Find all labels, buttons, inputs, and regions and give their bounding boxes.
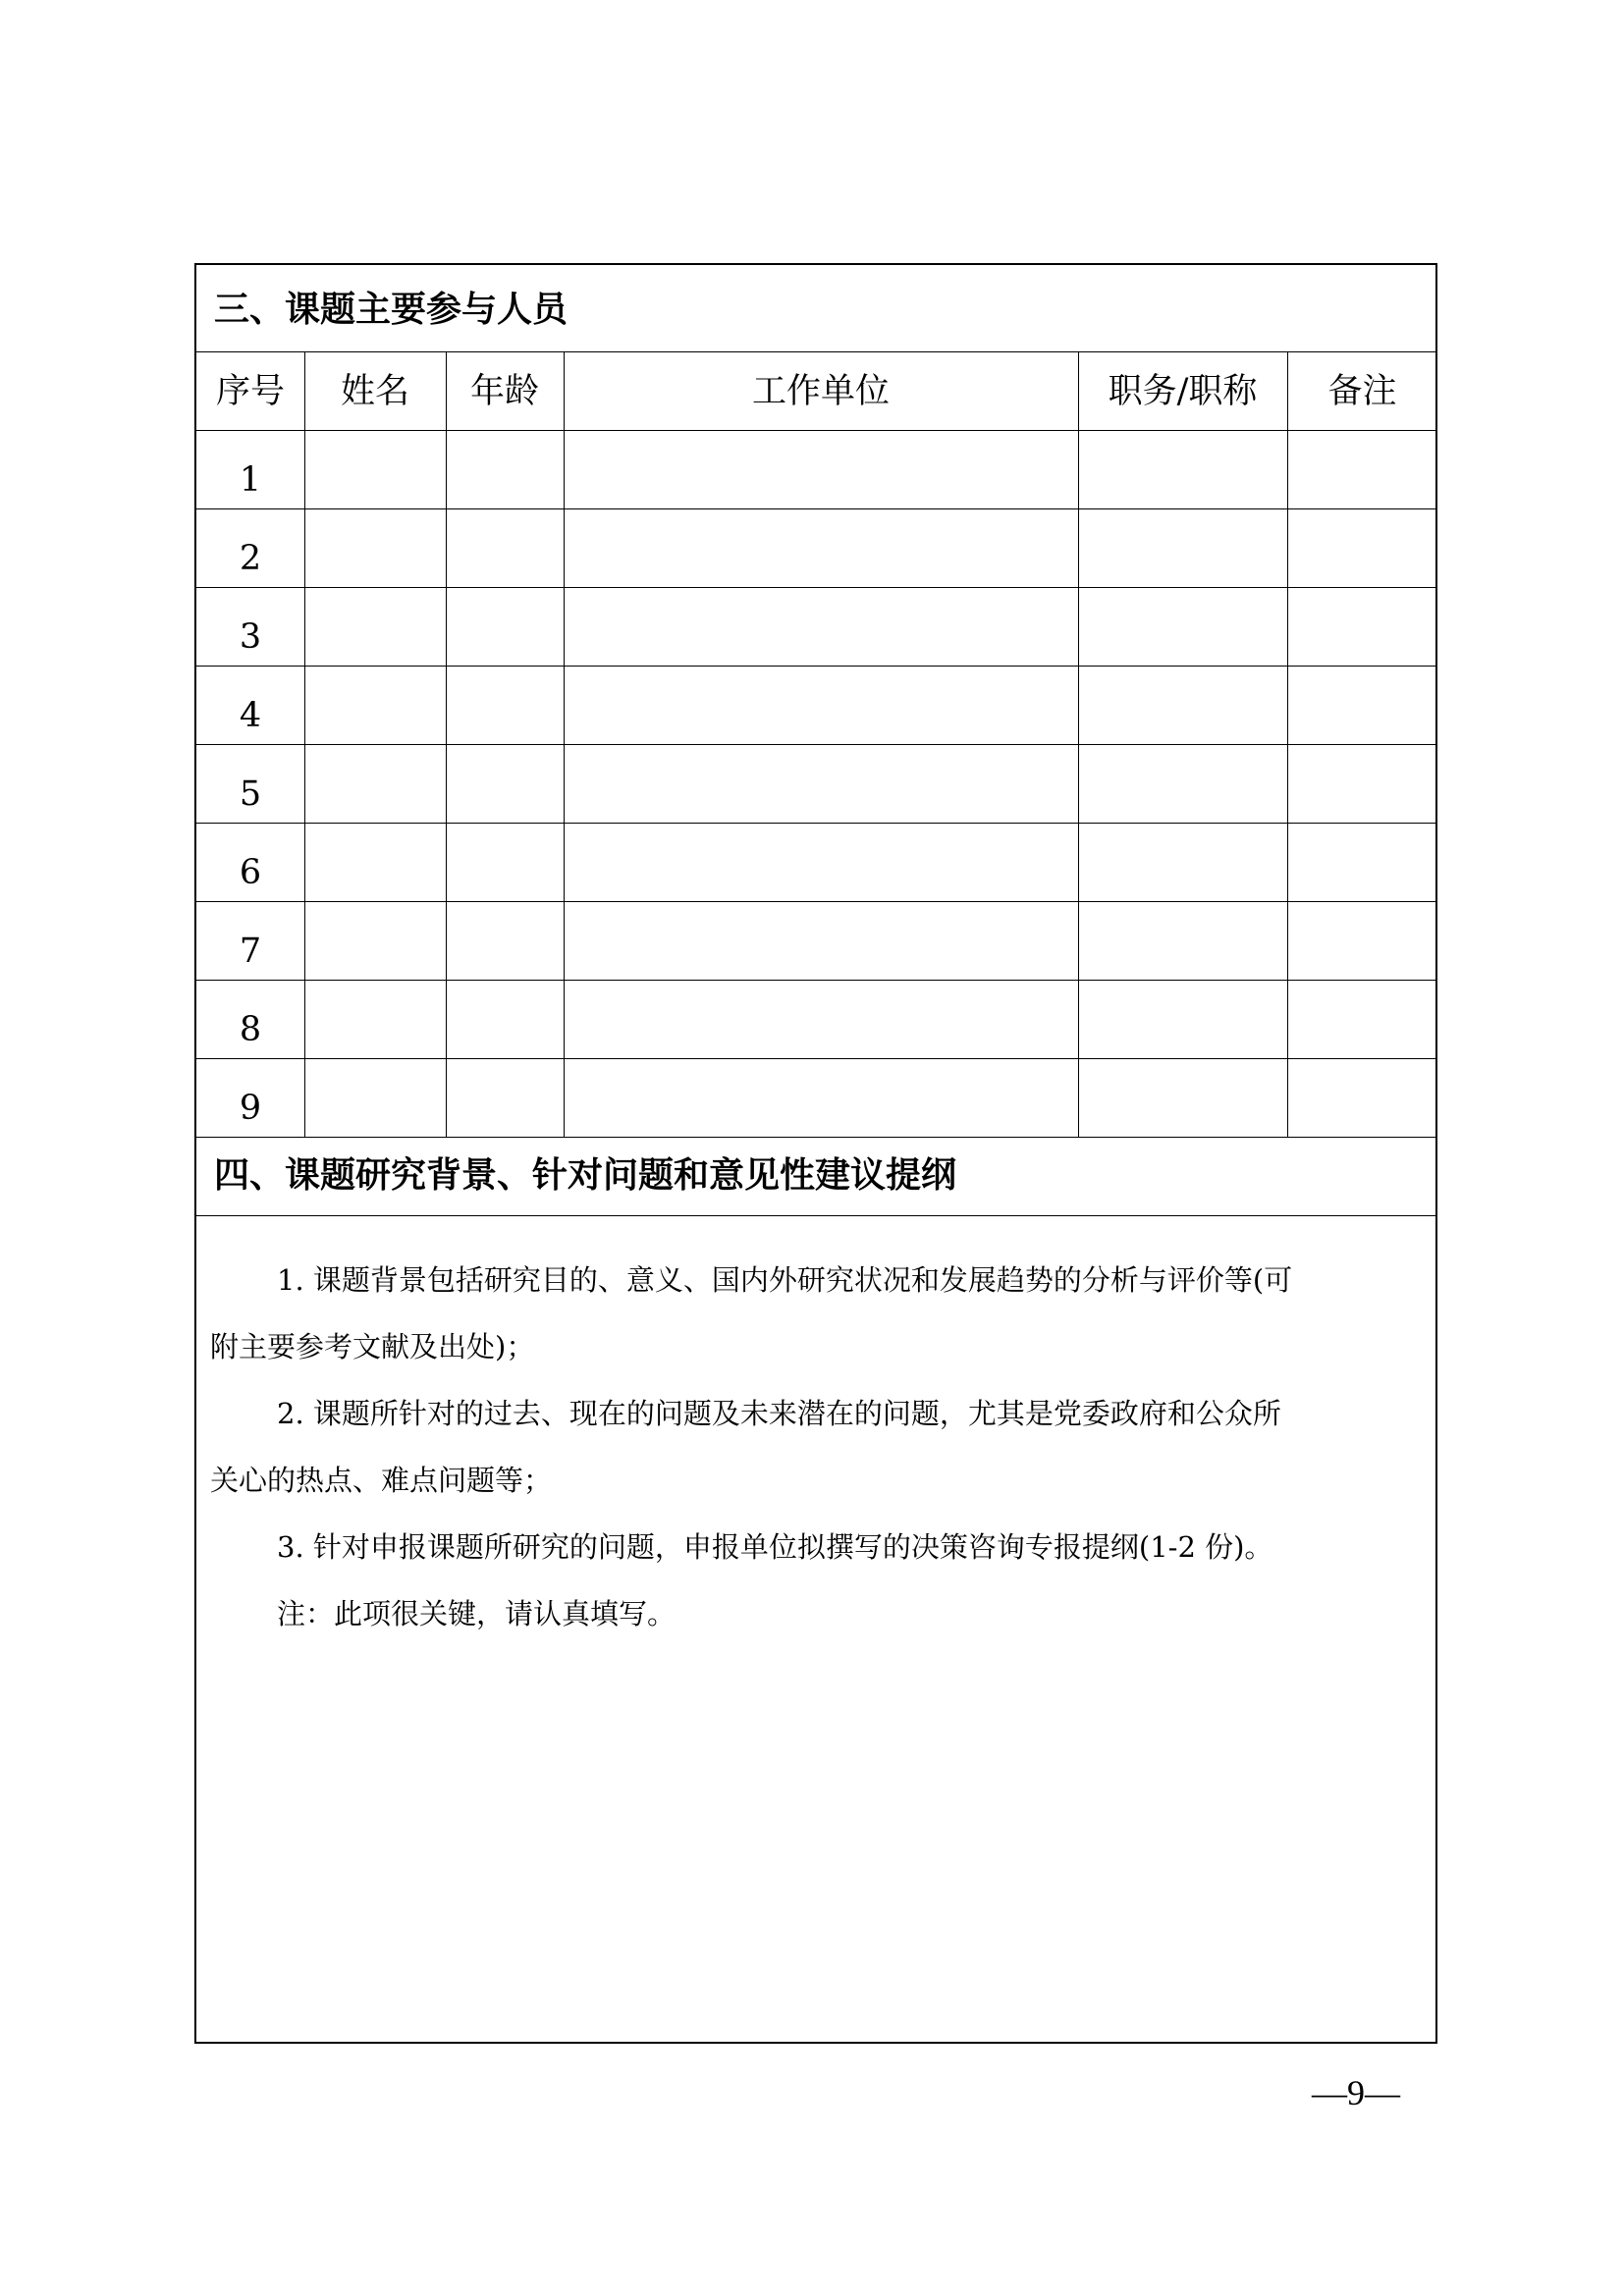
rule	[196, 823, 1435, 824]
instruction-line: 关心的热点、难点问题等；	[210, 1464, 553, 1497]
page-number: —9—	[1312, 2073, 1400, 2112]
row-number: 3	[239, 617, 262, 657]
column-rule	[446, 351, 447, 1137]
header-workplace: 工作单位	[751, 372, 890, 411]
section4-title: 四、课题研究背景、针对问题和意见性建议提纲	[214, 1155, 957, 1196]
instruction-line: 附主要参考文献及出处)；	[210, 1330, 535, 1363]
row-number: 5	[239, 774, 262, 814]
rule	[196, 901, 1435, 902]
row-number: 9	[239, 1089, 262, 1128]
row-number: 2	[239, 539, 262, 578]
column-rule	[1287, 351, 1288, 1137]
instruction-line: 2. 课题所针对的过去、现在的问题及未来潜在的问题，尤其是党委政府和公众所	[277, 1397, 1281, 1430]
rule	[196, 980, 1435, 981]
row-number: 7	[239, 932, 262, 971]
rule	[196, 1137, 1435, 1138]
application-form	[194, 263, 1437, 2044]
rule	[196, 666, 1435, 667]
header-age: 年龄	[469, 372, 539, 411]
note-line: 注：此项很关键，请认真填写。	[277, 1597, 677, 1630]
rule	[196, 430, 1435, 431]
rule	[196, 508, 1435, 509]
header-remarks: 备注	[1327, 372, 1397, 411]
rule	[196, 1215, 1435, 1216]
instruction-line: 1. 课题背景包括研究目的、意义、国内外研究状况和发展趋势的分析与评价等(可	[277, 1263, 1293, 1297]
column-rule	[564, 351, 565, 1137]
header-name: 姓名	[340, 372, 409, 411]
rule	[196, 1058, 1435, 1059]
row-number: 8	[239, 1010, 262, 1049]
instruction-line: 3. 针对申报课题所研究的问题，申报单位拟撰写的决策咨询专报提纲(1-2 份)。	[277, 1530, 1273, 1564]
section3-title: 三、课题主要参与人员	[214, 290, 568, 330]
header-position: 职务/职称	[1108, 372, 1258, 411]
column-rule	[304, 351, 305, 1137]
rule	[196, 587, 1435, 588]
rule	[196, 351, 1435, 352]
row-number: 6	[239, 853, 262, 892]
column-rule	[1078, 351, 1079, 1137]
row-number: 4	[239, 696, 262, 735]
rule	[196, 744, 1435, 745]
row-number: 1	[239, 460, 262, 500]
header-index: 序号	[215, 372, 285, 411]
